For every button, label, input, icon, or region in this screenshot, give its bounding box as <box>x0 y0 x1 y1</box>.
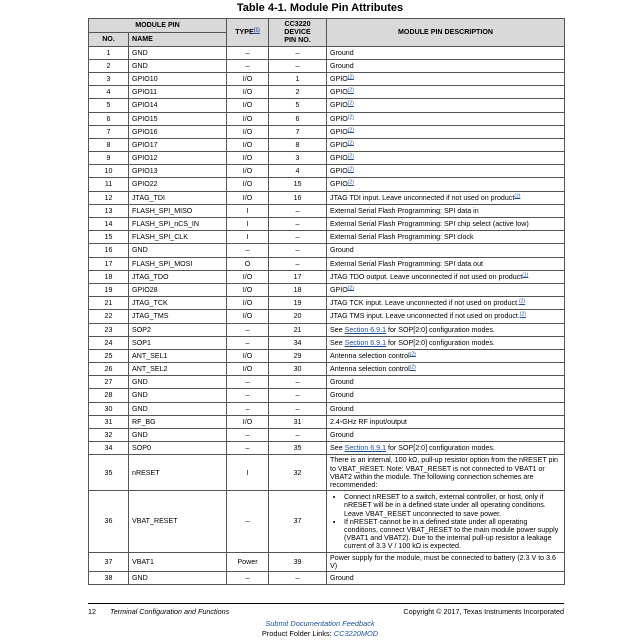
device-pin-cell: 20 <box>269 310 327 323</box>
pin-number-cell: 10 <box>89 165 129 178</box>
table-row <box>89 112 565 125</box>
table-row <box>89 138 565 151</box>
device-pin-cell: 1 <box>269 72 327 85</box>
device-pin-cell: – <box>269 429 327 442</box>
pin-number-cell: 12 <box>89 191 129 204</box>
product-folder-links <box>0 629 640 638</box>
pin-description-cell <box>327 112 565 125</box>
pin-description-cell <box>327 152 565 165</box>
pin-number-cell: 13 <box>89 204 129 217</box>
description-text: GPIO <box>330 140 348 149</box>
table-row <box>89 572 565 585</box>
pin-number-cell: 37 <box>89 552 129 571</box>
description-text: GPIO <box>330 88 348 97</box>
table-row <box>89 191 565 204</box>
pin-number-cell: 38 <box>89 572 129 585</box>
pin-number-cell: 9 <box>89 152 129 165</box>
pin-type-cell: I/O <box>227 112 269 125</box>
pin-description-cell <box>327 297 565 310</box>
description-text: Ground <box>330 391 354 400</box>
device-pin-cell: 30 <box>269 363 327 376</box>
pin-type-cell: I/O <box>227 415 269 428</box>
section-link[interactable]: Section 6.9.1 <box>344 444 387 453</box>
table-row <box>89 72 565 85</box>
pin-name-cell: FLASH_SPI_nCS_IN <box>129 218 227 231</box>
description-text: Power supply for the module, must be connected to battery (2.3 V to 3.6 V) <box>330 553 556 570</box>
device-pin-cell: 31 <box>269 415 327 428</box>
pin-description-cell <box>327 376 565 389</box>
connection-scheme-item: • If nRESET cannot be in a defined state under all operating conditions, connect VBAT_RESET to the main module power supply (VBAT1 and VBAT2). Due to the internal pull-up resistor a leakage current of 3.3 V / 100 kΩ is expected. <box>344 518 561 551</box>
pin-type-cell: I/O <box>227 125 269 138</box>
pin-name-cell: GPIO12 <box>129 152 227 165</box>
table-row <box>89 165 565 178</box>
pin-name-cell: GPIO13 <box>129 165 227 178</box>
pin-description-cell <box>327 86 565 99</box>
description-text: for SOP[2:0] configuration modes. <box>386 444 495 453</box>
section-link[interactable]: Section 6.9.1 <box>344 338 387 347</box>
description-text: for SOP[2:0] configuration modes. <box>386 325 495 334</box>
pin-type-cell: I/O <box>227 349 269 362</box>
device-pin-cell: – <box>269 402 327 415</box>
table-row <box>89 178 565 191</box>
connection-scheme-item: • Connect nRESET to a switch, external controller, or host, only if nRESET will be in a defined state under all operating conditions. Leave VBAT_RESET unconnected to save power. <box>344 493 561 518</box>
device-pin-cell: 21 <box>269 323 327 336</box>
footnote-link[interactable]: (2) <box>347 127 354 134</box>
device-pin-cell: 18 <box>269 283 327 296</box>
pin-description-cell <box>327 429 565 442</box>
pin-name-cell: ANT_SEL2 <box>129 363 227 376</box>
product-folder-link[interactable]: CC3220MOD <box>333 629 379 638</box>
table-body <box>89 46 565 585</box>
pin-description-cell <box>327 491 565 552</box>
pin-number-cell: 21 <box>89 297 129 310</box>
pin-description-cell <box>327 244 565 257</box>
pin-name-cell: FLASH_SPI_CLK <box>129 231 227 244</box>
description-text: GPIO <box>330 154 348 163</box>
pin-name-cell: GND <box>129 429 227 442</box>
description-text: Ground <box>330 404 354 413</box>
device-pin-header-line2: PIN NO. <box>284 36 311 45</box>
pin-number-cell: 11 <box>89 178 129 191</box>
footnote-link[interactable]: (2) <box>347 140 354 147</box>
description-text: External Serial Flash Programming: SPI data out <box>330 259 483 268</box>
pin-number-cell: 17 <box>89 257 129 270</box>
pin-type-cell: I/O <box>227 72 269 85</box>
pin-type-cell: O <box>227 257 269 270</box>
description-text: JTAG TDI input. Leave unconnected if not used on product <box>330 193 515 202</box>
footnote-link[interactable]: (1) <box>522 272 529 279</box>
device-pin-cell: – <box>269 389 327 402</box>
description-text: JTAG TMS input. Leave unconnected if not used on product. <box>330 312 520 321</box>
pin-number-cell: 5 <box>89 99 129 112</box>
footnote-link[interactable]: (2) <box>347 166 354 173</box>
pin-name-cell: FLASH_SPI_MISO <box>129 204 227 217</box>
description-header: MODULE PIN DESCRIPTION <box>327 19 565 47</box>
product-folder-label: Product Folder Links: <box>261 629 334 638</box>
pin-type-cell: – <box>227 429 269 442</box>
pin-name-cell: JTAG_TDI <box>129 191 227 204</box>
pin-number-cell: 6 <box>89 112 129 125</box>
pin-type-cell: – <box>227 402 269 415</box>
device-pin-cell: – <box>269 376 327 389</box>
pin-name-cell: GND <box>129 389 227 402</box>
pin-number-cell: 31 <box>89 415 129 428</box>
description-text: JTAG TCK input. Leave unconnected if not used on product. <box>330 299 520 308</box>
pin-type-cell: – <box>227 572 269 585</box>
footnote-link[interactable]: (2) <box>347 114 354 121</box>
table-row <box>89 297 565 310</box>
description-text: External Serial Flash Programming: SPI chip select (active low) <box>330 220 529 229</box>
footnote-link[interactable]: (2) <box>519 298 526 305</box>
footnote-link[interactable]: (2) <box>347 285 354 292</box>
pin-name-cell: JTAG_TMS <box>129 310 227 323</box>
pin-type-cell: – <box>227 46 269 59</box>
pin-type-cell: I/O <box>227 152 269 165</box>
pin-type-cell: I/O <box>227 363 269 376</box>
table-row <box>89 552 565 571</box>
table-row <box>89 455 565 491</box>
type-header <box>227 19 269 47</box>
table-row <box>89 257 565 270</box>
device-pin-cell: 17 <box>269 270 327 283</box>
footnote-link[interactable]: (2) <box>347 179 354 186</box>
device-pin-header <box>269 19 327 47</box>
device-pin-cell: 2 <box>269 86 327 99</box>
name-header: NAME <box>129 32 227 46</box>
pin-number-cell: 3 <box>89 72 129 85</box>
pin-type-cell: I <box>227 455 269 491</box>
table-row <box>89 125 565 138</box>
pin-name-cell: GPIO17 <box>129 138 227 151</box>
table-row-vbat-reset <box>89 491 565 552</box>
table-row <box>89 310 565 323</box>
device-pin-cell: – <box>269 257 327 270</box>
pin-description-cell <box>327 455 565 491</box>
pin-name-cell: GPIO28 <box>129 283 227 296</box>
pin-number-cell: 36 <box>89 491 129 552</box>
table-row <box>89 389 565 402</box>
device-pin-cell: 6 <box>269 112 327 125</box>
pin-name-cell: FLASH_SPI_MOSI <box>129 257 227 270</box>
header-row-1 <box>89 19 565 33</box>
pin-number-cell: 34 <box>89 442 129 455</box>
description-text: Ground <box>330 61 354 70</box>
description-prefix: See <box>330 325 345 334</box>
device-pin-cell: – <box>269 46 327 59</box>
pin-description-cell <box>327 125 565 138</box>
table-row <box>89 429 565 442</box>
pin-number-cell: 32 <box>89 429 129 442</box>
pin-name-cell: GPIO22 <box>129 178 227 191</box>
device-pin-cell: – <box>269 244 327 257</box>
pin-type-cell: I/O <box>227 283 269 296</box>
pin-type-cell: I/O <box>227 270 269 283</box>
pin-number-cell: 25 <box>89 349 129 362</box>
pin-number-cell: 18 <box>89 270 129 283</box>
pin-type-cell: I/O <box>227 99 269 112</box>
pin-description-cell <box>327 191 565 204</box>
pin-type-cell: I <box>227 204 269 217</box>
footnote-link[interactable]: (2) <box>519 311 526 318</box>
device-pin-cell: 5 <box>269 99 327 112</box>
pin-name-cell: GND <box>129 376 227 389</box>
pin-description-cell <box>327 336 565 349</box>
description-text: Ground <box>330 574 354 583</box>
connection-scheme-list <box>330 493 561 550</box>
device-pin-cell: 7 <box>269 125 327 138</box>
device-pin-cell: 29 <box>269 349 327 362</box>
device-pin-cell: 19 <box>269 297 327 310</box>
table-row <box>89 363 565 376</box>
table-row <box>89 283 565 296</box>
pin-name-cell: SOP0 <box>129 442 227 455</box>
device-pin-cell: 37 <box>269 491 327 552</box>
device-pin-cell: – <box>269 231 327 244</box>
pin-type-cell: – <box>227 336 269 349</box>
pin-number-cell: 15 <box>89 231 129 244</box>
description-text: Antenna selection control <box>330 365 410 374</box>
pin-number-cell: 16 <box>89 244 129 257</box>
description-text: GPIO <box>330 285 348 294</box>
pin-type-cell: I/O <box>227 86 269 99</box>
pin-name-cell: GPIO11 <box>129 86 227 99</box>
footnote-link[interactable]: (2) <box>347 74 354 81</box>
table-row <box>89 204 565 217</box>
description-text: GPIO <box>330 74 348 83</box>
pin-description-cell <box>327 72 565 85</box>
table-row <box>89 218 565 231</box>
pin-number-cell: 7 <box>89 125 129 138</box>
pin-number-cell: 26 <box>89 363 129 376</box>
pin-description-cell <box>327 283 565 296</box>
pin-type-cell: I/O <box>227 178 269 191</box>
pin-number-cell: 30 <box>89 402 129 415</box>
device-pin-cell: 8 <box>269 138 327 151</box>
description-text: for SOP[2:0] configuration modes. <box>386 338 495 347</box>
table-row <box>89 402 565 415</box>
pin-name-cell: nRESET <box>129 455 227 491</box>
pin-description-cell <box>327 389 565 402</box>
device-pin-cell: 35 <box>269 442 327 455</box>
pin-description-cell <box>327 99 565 112</box>
module-pin-header: MODULE PIN <box>89 19 227 33</box>
description-prefix: See <box>330 338 345 347</box>
pin-type-cell: – <box>227 442 269 455</box>
pin-name-cell: GPIO10 <box>129 72 227 85</box>
pin-description-cell <box>327 46 565 59</box>
description-text: Ground <box>330 378 354 387</box>
pin-description-cell <box>327 204 565 217</box>
description-text: 2.4-GHz RF input/output <box>330 417 407 426</box>
device-pin-cell: – <box>269 572 327 585</box>
pin-type-cell: I/O <box>227 191 269 204</box>
pin-type-cell: – <box>227 491 269 552</box>
pin-number-cell: 23 <box>89 323 129 336</box>
pin-name-cell: VBAT_RESET <box>129 491 227 552</box>
pin-description-cell <box>327 218 565 231</box>
description-text: GPIO <box>330 114 348 123</box>
pin-name-cell: GPIO16 <box>129 125 227 138</box>
pin-name-cell: SOP1 <box>129 336 227 349</box>
pin-type-cell: – <box>227 59 269 72</box>
description-text: GPIO <box>330 101 348 110</box>
pin-name-cell: GND <box>129 59 227 72</box>
pin-type-cell: I <box>227 231 269 244</box>
submit-feedback-link[interactable]: Submit Documentation Feedback <box>265 619 375 628</box>
footnote-link[interactable]: (2) <box>347 100 354 107</box>
footer-section-title: Terminal Configuration and Functions <box>110 607 230 616</box>
description-text: Ground <box>330 48 354 57</box>
pin-description-cell <box>327 270 565 283</box>
footnote-link[interactable]: (2) <box>409 364 416 371</box>
pin-number-cell: 2 <box>89 59 129 72</box>
device-pin-cell: – <box>269 59 327 72</box>
footnote-link[interactable]: (2) <box>514 193 521 200</box>
device-pin-cell: 32 <box>269 455 327 491</box>
pin-description-cell <box>327 165 565 178</box>
pin-name-cell: JTAG_TCK <box>129 297 227 310</box>
table-row <box>89 59 565 72</box>
pin-name-cell: GPIO15 <box>129 112 227 125</box>
table-row <box>89 231 565 244</box>
section-link[interactable]: Section 6.9.1 <box>344 325 387 334</box>
pin-name-cell: RF_BG <box>129 415 227 428</box>
pin-description-cell <box>327 415 565 428</box>
device-pin-header-line1: CC3220 DEVICE <box>284 20 311 37</box>
table-row <box>89 323 565 336</box>
pin-description-cell <box>327 310 565 323</box>
pin-description-cell <box>327 231 565 244</box>
device-pin-cell: 34 <box>269 336 327 349</box>
device-pin-cell: 3 <box>269 152 327 165</box>
pin-description-cell <box>327 363 565 376</box>
description-prefix: See <box>330 444 345 453</box>
pin-name-cell: JTAG_TDO <box>129 270 227 283</box>
pin-number-cell: 28 <box>89 389 129 402</box>
pin-description-cell <box>327 323 565 336</box>
module-pin-attributes-table <box>88 18 565 585</box>
device-pin-cell: 4 <box>269 165 327 178</box>
table-row <box>89 46 565 59</box>
pin-name-cell: SOP2 <box>129 323 227 336</box>
table-row <box>89 336 565 349</box>
table-row <box>89 376 565 389</box>
footnote-link[interactable]: (2) <box>347 153 354 160</box>
device-pin-cell: – <box>269 204 327 217</box>
pin-type-cell: I/O <box>227 138 269 151</box>
description-text: Ground <box>330 431 354 440</box>
page-number: 12 <box>88 607 96 616</box>
pin-number-cell: 27 <box>89 376 129 389</box>
pin-type-cell: I/O <box>227 165 269 178</box>
device-pin-cell: 39 <box>269 552 327 571</box>
pin-type-cell: – <box>227 323 269 336</box>
pin-name-cell: ANT_SEL1 <box>129 349 227 362</box>
table-row <box>89 442 565 455</box>
table-row <box>89 86 565 99</box>
pin-number-cell: 22 <box>89 310 129 323</box>
description-text: There is an internal, 100 kΩ, pull-up resistor option from the nRESET pin to VBAT_RESET. Note: VBAT_RESET is not connected to VBAT1 or VBAT2 within the module. The following connection schemes are recommended: <box>330 456 558 490</box>
pin-number-cell: 14 <box>89 218 129 231</box>
pin-description-cell <box>327 257 565 270</box>
pin-type-cell: – <box>227 244 269 257</box>
description-text: Antenna selection control <box>330 351 410 360</box>
description-text: GPIO <box>330 167 348 176</box>
footer-copyright: Copyright © 2017, Texas Instruments Incorporated <box>403 607 564 616</box>
table-row <box>89 349 565 362</box>
pin-description-cell <box>327 349 565 362</box>
footnote-link[interactable]: (2) <box>409 351 416 358</box>
pin-name-cell: GPIO14 <box>129 99 227 112</box>
table-row <box>89 99 565 112</box>
pin-name-cell: GND <box>129 244 227 257</box>
pin-description-cell <box>327 178 565 191</box>
pin-type-cell: – <box>227 389 269 402</box>
footer-divider <box>88 603 564 604</box>
table-row <box>89 415 565 428</box>
description-text: External Serial Flash Programming: SPI data in <box>330 206 479 215</box>
pin-name-cell: GND <box>129 46 227 59</box>
pin-type-cell: I/O <box>227 297 269 310</box>
pin-name-cell: GND <box>129 402 227 415</box>
pin-number-cell: 4 <box>89 86 129 99</box>
pin-type-cell: I <box>227 218 269 231</box>
table-row <box>89 270 565 283</box>
pin-description-cell <box>327 402 565 415</box>
no-header: NO. <box>89 32 129 46</box>
pin-number-cell: 24 <box>89 336 129 349</box>
pin-number-cell: 8 <box>89 138 129 151</box>
table-row <box>89 152 565 165</box>
device-pin-cell: 16 <box>269 191 327 204</box>
footnote-link[interactable]: (2) <box>347 87 354 94</box>
type-footnote-link[interactable]: (1) <box>253 27 260 34</box>
description-text: External Serial Flash Programming: SPI clock <box>330 233 474 242</box>
description-text: Ground <box>330 246 354 255</box>
table-title: Table 4-1. Module Pin Attributes <box>236 2 404 14</box>
pin-type-cell: – <box>227 376 269 389</box>
pin-type-cell: I/O <box>227 310 269 323</box>
table-row <box>89 244 565 257</box>
pin-name-cell: VBAT1 <box>129 552 227 571</box>
device-pin-cell: 15 <box>269 178 327 191</box>
pin-description-cell <box>327 552 565 571</box>
device-pin-cell: – <box>269 218 327 231</box>
pin-description-cell <box>327 59 565 72</box>
pin-description-cell <box>327 442 565 455</box>
pin-number-cell: 35 <box>89 455 129 491</box>
description-text: GPIO <box>330 180 348 189</box>
pin-type-cell: Power <box>227 552 269 571</box>
description-text: JTAG TDO output. Leave unconnected if not used on product <box>330 272 523 281</box>
pin-number-cell: 1 <box>89 46 129 59</box>
description-text: GPIO <box>330 127 348 136</box>
pin-description-cell <box>327 572 565 585</box>
type-header-label: TYPE <box>235 28 254 37</box>
pin-name-cell: GND <box>129 572 227 585</box>
pin-number-cell: 19 <box>89 283 129 296</box>
pin-description-cell <box>327 138 565 151</box>
